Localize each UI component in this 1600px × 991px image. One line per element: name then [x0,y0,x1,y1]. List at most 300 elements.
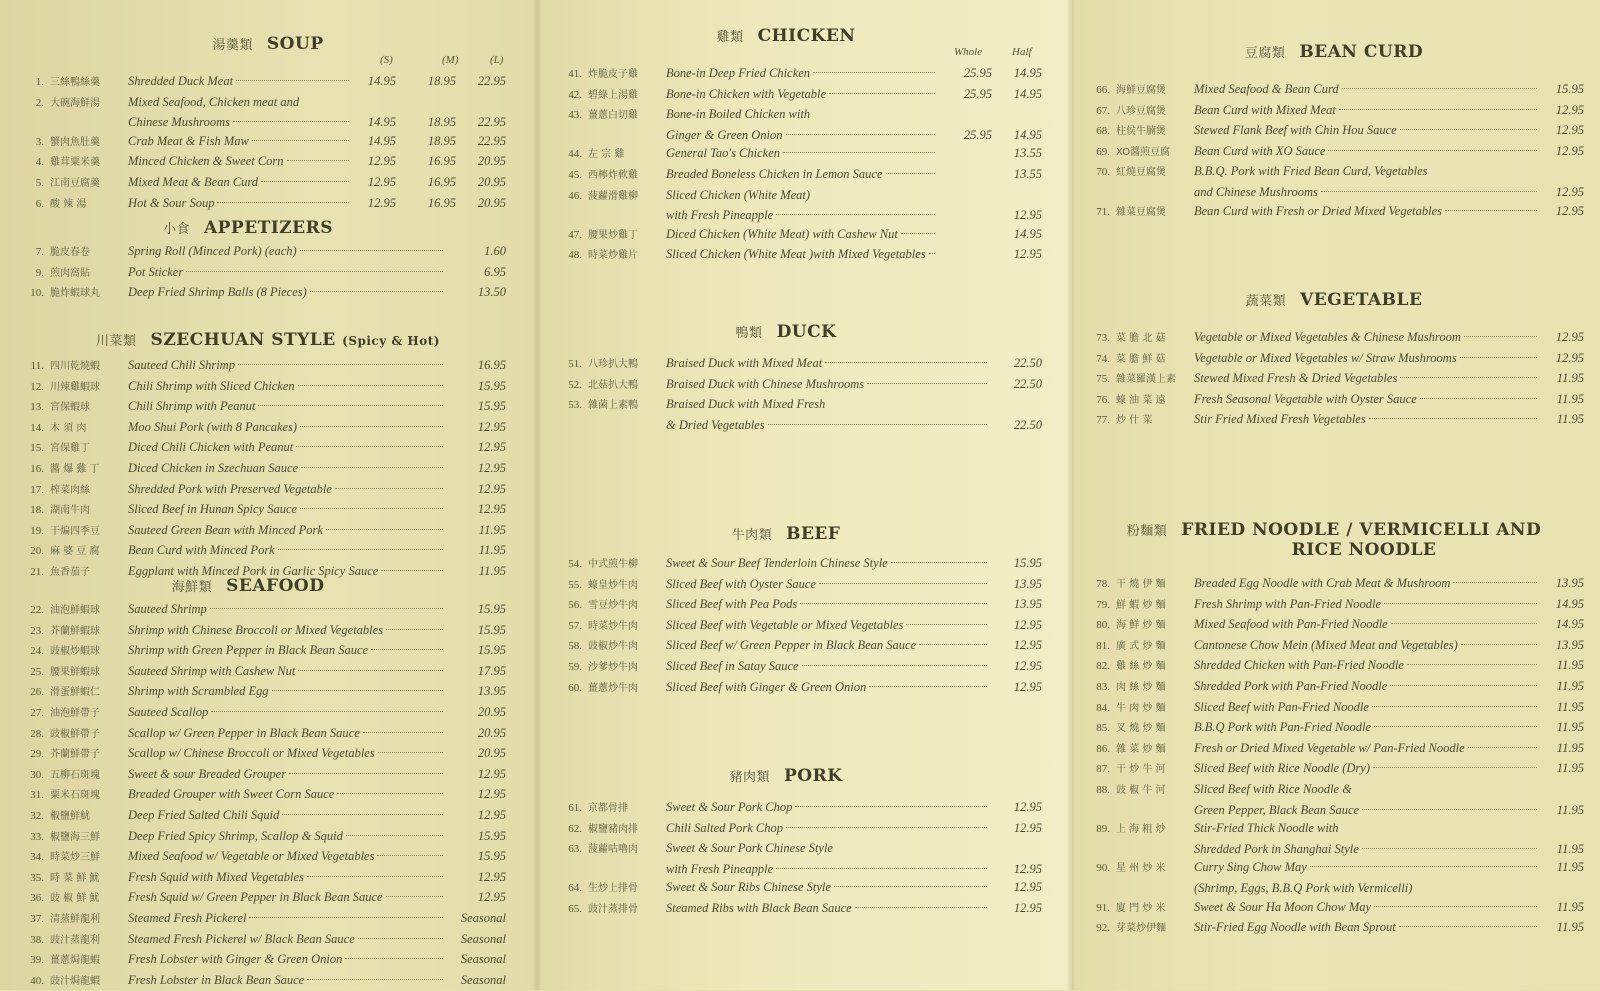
dot-leader [1461,644,1537,645]
item-number: 75. [1096,373,1110,386]
dot-leader [252,140,349,141]
item-number: 13. [30,401,44,414]
item-name: Braised Duck with Mixed Fresh [666,397,826,412]
item-number: 68. [1096,125,1110,138]
item-name-zh: 腰果鮮蝦球 [50,666,100,678]
menu-item [18,703,506,724]
item-name: Shredded Pork with Preserved Vegetable [128,481,332,496]
item-name: Mixed Seafood & Bean Curd [1194,82,1339,96]
item-name: Stir-Fried Egg Noodle with Bean Sprout [1194,920,1396,935]
item-price-price: 11.95 [478,563,506,578]
item-name-zh: 脆皮春卷 [50,247,90,258]
dot-leader [1468,747,1537,748]
item-name-zh: 菜 膽 鮮 菇 [1116,353,1166,365]
item-name: Braised Duck with Chinese Mushrooms [666,376,865,391]
seafood-item-list [18,600,506,991]
item-price-price: 11.95 [1556,740,1584,755]
item-name: Sliced Chicken (White Meat )with Mixed Vegetables [666,247,926,262]
section-seafood [18,576,506,991]
item-name: Sweet & Sour Pork Chinese Style [666,841,833,856]
section-header [656,766,916,786]
item-price-price: 12.95 [1555,184,1584,199]
item-number: 58. [568,640,582,653]
menu-item [1084,390,1584,411]
menu-item [556,375,1042,396]
item-name-zh: 干 燒 伊 麵 [1116,579,1166,590]
menu-item [1084,349,1584,370]
item-name-zh: 雞茸粟米羹 [50,157,100,169]
item-name-zh: 菠蘿滑雞柳 [588,190,638,202]
pork-item-list [556,798,1042,920]
item-name: with Fresh Pineapple [666,861,774,876]
size-small-label: (S) [380,54,393,66]
item-number: 30. [30,768,44,781]
item-number: 5. [35,176,44,189]
menu-item [18,930,506,951]
item-name-zh: 大碗海鮮湯 [50,97,100,109]
menu-item [18,263,506,284]
item-name: Sliced Beef with Rice Noodle & [1194,781,1352,796]
dot-leader [301,467,443,468]
section-title-zh: 豬肉類 [729,770,770,785]
item-price-price: 20.95 [477,725,506,740]
item-name-zh: 椒鹽海三鮮 [50,831,100,843]
section-title-zh: 川菜類 [96,334,137,349]
item-number: 71. [1096,205,1110,218]
item-price-price: 15.95 [1555,82,1584,96]
item-name-zh: 四川乾燒蝦 [50,361,100,372]
item-number: 27. [30,706,44,719]
menu-item [1084,898,1584,919]
item-name: Diced Chicken in Szechuan Sauce [128,460,299,475]
section-fried-noodle [1084,520,1584,939]
dot-leader [1420,398,1537,399]
menu-item [18,682,506,703]
item-name-zh: 豉汁蒸排骨 [588,903,638,915]
menu-item [18,541,506,562]
dot-leader [1342,88,1537,89]
dot-leader [1391,623,1537,624]
item-name: Steamed Fresh Pickerel [128,910,247,925]
item-name-zh: 椒鹽鮮魷 [50,810,90,822]
item-price-price: 15.95 [1013,556,1042,570]
dot-leader [1369,418,1537,419]
item-name-zh: 中式煎牛柳 [588,559,638,570]
dot-leader [236,80,349,81]
item-price-price: 11.95 [1556,658,1584,673]
menu-item [18,72,506,93]
item-price-price: 12.95 [1013,900,1042,915]
section-header [68,330,468,350]
item-number: 47. [568,228,582,241]
menu-item [1084,759,1584,780]
dot-leader [1460,357,1537,358]
item-number: 85. [1096,722,1110,735]
section-title: APPETIZERS [203,218,334,238]
item-price-price: 12.95 [1555,330,1584,344]
item-price-price: 13.50 [477,285,506,300]
menu-item [1084,879,1584,898]
item-name: Mixed Meat & Bean Curd [128,174,259,189]
item-price-price: 12.95 [477,869,506,884]
dot-leader [326,529,443,530]
item-number: 67. [1096,104,1110,117]
dot-leader [386,629,443,630]
item-name-zh: 時 菜 鮮 魷 [50,872,100,884]
item-price-price: 12.95 [477,807,506,822]
item-price-price: 15.95 [477,378,506,393]
item-price-whole: 25.95 [963,66,992,80]
dot-leader [1328,150,1537,151]
item-number: 66. [1096,84,1110,96]
menu-item [1084,858,1584,879]
item-name-zh: 酸 辣 湯 [50,198,87,210]
menu-item [556,165,1042,186]
item-price-s: 14.95 [367,74,396,88]
item-name-zh: 豉汁蒸龍利 [50,934,100,946]
menu-item [1084,574,1584,595]
menu-item [1084,698,1584,719]
item-name: Diced Chili Chicken with Peanut [128,440,294,455]
dot-leader [786,827,987,828]
item-name: Bean Curd with XO Sauce [1194,143,1326,158]
item-number: 62. [568,822,582,835]
section-header [1184,42,1484,62]
dot-leader [381,570,443,571]
item-name-zh: 三絲鴨絲羹 [50,77,100,88]
dot-leader [346,835,443,836]
item-number: 65. [568,902,582,915]
menu-item [556,144,1042,165]
item-name: Fresh Lobster in Black Bean Sauce [128,972,305,987]
item-number: 55. [568,578,582,591]
item-name: B.B.Q Pork with Pan-Fried Noodle [1194,720,1372,735]
item-name-zh: 干 炒 牛 河 [1116,764,1166,776]
item-price-price: 11.95 [1556,920,1584,935]
menu-item [1084,80,1584,101]
item-price-price: 12.95 [1013,861,1042,876]
section-header [656,524,916,544]
menu-item [18,765,506,786]
item-name: Sauteed Shrimp with Cashew Nut [128,663,296,678]
item-name-zh: 炒 什 菜 [1116,415,1153,427]
dot-leader [300,508,443,509]
item-name-zh: 紅燒豆腐煲 [1116,167,1166,179]
item-name: Chili Shrimp with Peanut [128,399,256,414]
item-number: 15. [30,442,44,455]
item-name: Sweet & Sour Ha Moon Chow May [1194,899,1372,914]
item-name-zh: 煎肉窩貼 [50,267,90,279]
item-price-price: 11.95 [1556,699,1584,714]
menu-item [1084,718,1584,739]
item-name-zh: 時菜炒三鮮 [50,852,100,864]
section-soup [18,34,506,214]
item-price-price: 20.95 [477,704,506,719]
item-price-price: 15.95 [477,828,506,843]
item-number: 84. [1096,701,1110,714]
menu-item [18,173,506,194]
section-beef [556,524,1042,698]
item-price-price: 12.95 [477,890,506,905]
item-name: Braised Duck with Mixed Meat [666,356,823,370]
item-number: 90. [1096,862,1110,875]
dot-leader [1445,210,1537,211]
item-price-price: 13.95 [1013,597,1042,612]
item-name: Shrimp with Chinese Broccoli or Mixed Vegetables [128,622,384,637]
menu-item [556,819,1042,840]
item-name-zh: 五柳石斑塊 [50,769,100,781]
item-price-price: 12.95 [1013,880,1042,895]
item-name: Minced Chicken & Sweet Corn [128,154,284,169]
menu-item [1084,121,1584,142]
item-name-zh: 滑蛋鮮蝦仁 [50,687,100,699]
item-name-zh: 雜菜豆腐煲 [1116,206,1166,218]
item-number: 53. [568,399,582,412]
dot-leader [1407,664,1537,665]
item-name: & Dried Vegetables [666,417,765,432]
item-number: 88. [1096,783,1110,796]
dot-leader [335,488,443,489]
menu-item [18,909,506,930]
item-price-price: Seasonal [460,910,506,925]
item-name-zh: 炸脆皮子雞 [588,69,638,80]
item-number: 48. [568,249,582,262]
item-name: General Tao's Chicken [666,146,781,161]
section-chicken [556,26,1042,266]
item-name: Bone-in Chicken with Vegetable [666,86,827,101]
item-price-price: 11.95 [478,543,506,558]
item-number: 10. [30,287,44,300]
item-name-zh: 時菜炒雞片 [588,250,638,262]
item-price-price: 15.95 [477,399,506,414]
item-number: 81. [1096,639,1110,652]
item-name-zh: 左 宗 雞 [588,149,625,161]
item-price-price: 17.95 [477,663,506,678]
menu-item [1084,636,1584,657]
menu-item [556,225,1042,246]
item-number: 80. [1096,619,1110,632]
item-number: 60. [568,681,582,694]
dot-leader [282,814,443,815]
section-title-zh: 粉麵類 [1126,524,1168,539]
item-price-price: 12.95 [477,766,506,781]
item-name-zh: 豉 椒 鮮 魷 [50,893,100,905]
item-price-price: 13.95 [1013,576,1042,591]
menu-item [556,395,1042,416]
item-name: Shredded Chicken with Pan-Fried Noodle [1194,658,1404,673]
item-price-half: 14.95 [1013,66,1042,80]
size-medium-label: (M) [442,54,459,66]
item-number: 9. [35,266,44,279]
item-price-price: 12.95 [477,419,506,434]
menu-item [1084,328,1584,349]
dot-leader [261,181,349,182]
dot-leader [249,917,443,918]
item-name-zh: 雞 絲 炒 麵 [1116,661,1166,673]
dot-leader [1372,706,1537,707]
item-price-price: 15.95 [477,602,506,616]
item-name-zh: 薑蔥焗龍蝦 [50,955,100,967]
item-price-l: 22.95 [477,115,506,130]
item-number: 52. [568,378,582,391]
menu-item [1084,840,1584,859]
item-price-price: 12.95 [477,481,506,496]
menu-item [1084,615,1584,636]
item-name-zh: 柱侯牛腩煲 [1116,126,1166,138]
item-name: Breaded Boneless Chicken in Lemon Sauce [666,166,883,181]
item-price-price: 14.95 [1555,596,1584,611]
item-number: 39. [30,954,44,967]
item-name: Shrimp with Scrambled Egg [128,684,269,699]
menu-item [18,950,506,971]
dot-leader [386,896,443,897]
item-name: Steamed Ribs with Black Bean Sauce [666,900,852,915]
item-price-s: 14.95 [367,115,396,130]
item-price-m: 18.95 [427,133,456,148]
item-price-price: 12.95 [1555,123,1584,138]
dot-leader [210,608,443,609]
dot-leader [768,424,987,425]
dot-leader [296,446,443,447]
item-name: Sliced Beef with Ginger & Green Onion [666,679,867,694]
item-number: 35. [30,871,44,884]
item-number: 20. [30,545,44,558]
menu-item [18,847,506,868]
item-number: 82. [1096,660,1110,673]
section-title-zh: 湯羹類 [212,38,253,53]
item-name: Bean Curd with Mixed Meat [1194,102,1336,117]
dot-leader [783,152,935,153]
item-name: Green Pepper, Black Bean Sauce [1194,802,1360,817]
item-price-l: 22.95 [477,74,506,88]
item-name-zh: 芥蘭鮮蝦球 [50,625,100,637]
item-name: Deep Fried Shrimp Balls (8 Pieces) [128,285,307,300]
item-name-zh: 海鮮豆腐煲 [1116,85,1166,96]
item-name: and Chinese Mushrooms [1194,184,1318,199]
item-number: 87. [1096,763,1110,776]
item-number: 32. [30,809,44,822]
item-name: Shredded Pork with Pan-Fried Noodle [1194,678,1388,693]
menu-item [18,194,506,215]
dot-leader [795,806,987,807]
item-name-zh: 蠔皇炒牛肉 [588,579,638,591]
item-name: Chili Salted Pork Chop [666,820,784,835]
item-price-price: 12.95 [1555,143,1584,158]
item-name-zh: 雜菌上素鴨 [588,400,638,412]
menu-item [556,85,1042,106]
panel-fold [1066,0,1076,990]
menu-item [556,860,1042,879]
item-name: Sliced Beef with Vegetable or Mixed Vegetables [666,617,904,632]
panel-fold [532,0,542,990]
item-number: 79. [1096,598,1110,611]
item-price-price: 11.95 [1556,899,1584,914]
item-number: 56. [568,599,582,612]
dot-leader [906,624,987,625]
item-name-zh: 叉 燒 炒 麵 [1116,723,1166,735]
dot-leader [1384,603,1537,604]
item-price-l: 20.95 [477,195,506,210]
menu-item [18,971,506,991]
item-name: Ginger & Green Onion [666,127,783,142]
item-number: 36. [30,892,44,905]
item-name-zh: 豉 椒 牛 河 [1116,784,1166,796]
dot-leader [1400,377,1537,378]
item-price-price: 11.95 [1556,412,1584,427]
item-price-price: 16.95 [477,358,506,372]
item-price-price: 11.95 [1556,391,1584,406]
dot-leader [1400,129,1537,130]
whole-label: Whole [954,46,983,58]
item-price-price: 22.50 [1013,376,1042,391]
item-number: 26. [30,686,44,699]
section-title-zh: 小食 [162,222,190,237]
item-name-zh: 肉 絲 炒 麵 [1116,681,1166,693]
beancurd-item-list [1084,80,1584,222]
dot-leader [1390,685,1537,686]
menu-item [1084,101,1584,122]
item-price-price: 12.95 [1013,679,1042,694]
menu-item [18,621,506,642]
section-header [1184,290,1484,310]
item-price-half: 12.95 [1013,247,1042,262]
dot-leader [378,752,443,753]
menu-item [18,418,506,439]
noodle-item-list [1084,574,1584,939]
section-header [636,26,936,46]
item-number: 12. [30,380,44,393]
dot-leader [217,202,349,203]
item-name: Sauteed Chili Shrimp [128,358,235,372]
item-name-zh: 油泡鮮蝦球 [50,605,100,616]
menu-item [1084,739,1584,760]
menu-item [1084,162,1584,183]
dot-leader [1321,191,1537,192]
menu-item [18,827,506,848]
item-name: Fresh Squid with Mixed Vegetables [128,869,304,884]
menu-item [18,132,506,153]
item-name: (Shrimp, Eggs, B.B.Q Pork with Vermicelli) [1194,880,1413,895]
item-number: 34. [30,851,44,864]
dot-leader [776,868,987,869]
item-price-price: 12.95 [477,460,506,475]
menu-item [556,245,1042,266]
section-title: DUCK [776,322,837,342]
menu-item [18,480,506,501]
dot-leader [802,665,987,666]
item-name: Crab Meat & Fish Maw [128,133,249,148]
dot-leader [1374,726,1537,727]
item-price-m: 16.95 [427,154,456,169]
dot-leader [371,649,443,650]
dot-leader [1453,582,1537,583]
menu-item [556,899,1042,920]
item-name: Sliced Beef with Rice Noodle (Dry) [1194,761,1370,776]
item-name: Fresh Seasonal Vegetable with Oyster Sauce [1194,391,1417,406]
item-name: Mixed Seafood with Pan-Fried Noodle [1194,617,1388,632]
menu-item [1084,142,1584,163]
dot-leader [272,690,443,691]
item-name: Sauteed Green Bean with Minced Pork [128,522,323,537]
szechuan-item-list [18,356,506,583]
dot-leader [1362,848,1537,849]
size-large-label: (L) [490,54,504,66]
dot-leader [211,711,443,712]
item-number: 59. [568,660,582,673]
item-name: Sliced Chicken (White Meat) [666,187,811,202]
item-price-price: 22.50 [1013,356,1042,370]
dot-leader [298,670,443,671]
